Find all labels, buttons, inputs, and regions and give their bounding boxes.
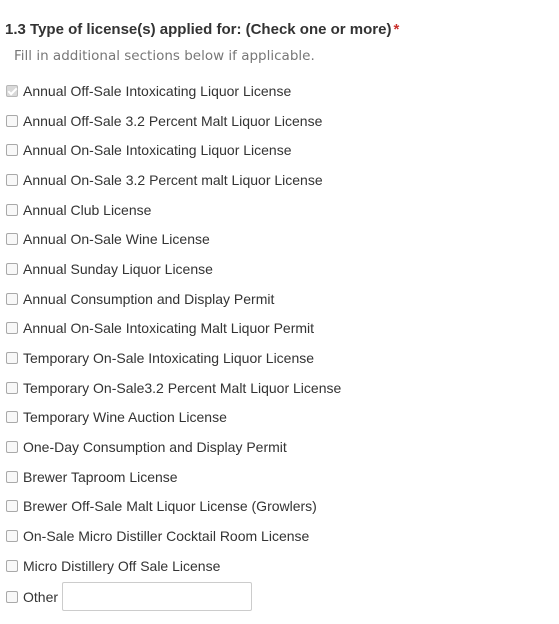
license-option[interactable] bbox=[6, 492, 546, 522]
license-option-checkbox[interactable] bbox=[6, 204, 18, 216]
license-option-label: Annual Consumption and Display Permit bbox=[23, 290, 275, 307]
required-marker: * bbox=[393, 21, 400, 38]
license-option[interactable] bbox=[6, 314, 546, 344]
license-option-label: Annual On-Sale Wine License bbox=[23, 231, 210, 248]
license-option-label: Annual Off-Sale Intoxicating Liquor License bbox=[23, 82, 292, 99]
license-option-checkbox[interactable] bbox=[6, 500, 18, 512]
license-option[interactable] bbox=[6, 462, 546, 492]
license-option[interactable] bbox=[6, 76, 546, 106]
license-option-checkbox[interactable] bbox=[6, 144, 18, 156]
license-option[interactable] bbox=[6, 224, 546, 254]
license-option[interactable] bbox=[6, 165, 546, 195]
license-option[interactable] bbox=[6, 254, 546, 284]
license-option-checkbox[interactable] bbox=[6, 85, 18, 97]
license-option-checkbox[interactable] bbox=[6, 441, 18, 453]
license-option-checkbox[interactable] bbox=[6, 560, 18, 572]
license-option-checkbox[interactable] bbox=[6, 411, 18, 423]
license-options-list bbox=[6, 76, 546, 581]
license-option-label: Temporary On-Sale3.2 Percent Malt Liquor License bbox=[23, 379, 342, 396]
other-text-input[interactable] bbox=[62, 582, 252, 611]
license-option[interactable] bbox=[6, 403, 546, 433]
help-text: Fill in additional sections below if applicable. bbox=[14, 48, 315, 64]
license-option-checkbox[interactable] bbox=[6, 174, 18, 186]
license-option[interactable] bbox=[6, 284, 546, 314]
license-option-label: Temporary Wine Auction License bbox=[23, 409, 227, 426]
license-option-checkbox[interactable] bbox=[6, 530, 18, 542]
license-option-label: Temporary On-Sale Intoxicating Liquor License bbox=[23, 350, 315, 367]
other-option[interactable] bbox=[6, 581, 252, 612]
license-option-checkbox[interactable] bbox=[6, 263, 18, 275]
license-option-label: Annual Off-Sale 3.2 Percent Malt Liquor License bbox=[23, 112, 323, 129]
license-option-label: Annual Club License bbox=[23, 201, 152, 218]
license-option-label: Annual On-Sale 3.2 Percent malt Liquor License bbox=[23, 171, 323, 188]
license-option[interactable] bbox=[6, 106, 546, 136]
license-option-label: Micro Distillery Off Sale License bbox=[23, 557, 221, 574]
license-option[interactable] bbox=[6, 373, 546, 403]
license-option-checkbox[interactable] bbox=[6, 382, 18, 394]
license-option-label: Annual On-Sale Intoxicating Malt Liquor Permit bbox=[23, 320, 315, 337]
license-option[interactable] bbox=[6, 521, 546, 551]
license-option-checkbox[interactable] bbox=[6, 352, 18, 364]
license-option[interactable] bbox=[6, 432, 546, 462]
license-option-label: Brewer Off-Sale Malt Liquor License (Growlers) bbox=[23, 498, 317, 515]
license-option-label: Annual Sunday Liquor License bbox=[23, 260, 213, 277]
license-option-label: On-Sale Micro Distiller Cocktail Room License bbox=[23, 528, 310, 545]
license-option-label: Annual On-Sale Intoxicating Liquor License bbox=[23, 142, 292, 159]
license-option-checkbox[interactable] bbox=[6, 293, 18, 305]
license-option-label: Brewer Taproom License bbox=[23, 468, 178, 485]
license-option[interactable] bbox=[6, 551, 546, 581]
license-option[interactable] bbox=[6, 135, 546, 165]
license-option-checkbox[interactable] bbox=[6, 471, 18, 483]
question-title-text: 1.3 Type of license(s) applied for: (Check one or more) bbox=[5, 21, 392, 38]
question-title bbox=[5, 21, 399, 38]
other-checkbox[interactable] bbox=[6, 591, 18, 603]
other-label: Other bbox=[23, 588, 59, 605]
license-option[interactable] bbox=[6, 195, 546, 225]
license-option[interactable] bbox=[6, 343, 546, 373]
license-option-checkbox[interactable] bbox=[6, 322, 18, 334]
license-option-label: One-Day Consumption and Display Permit bbox=[23, 439, 287, 456]
license-option-checkbox[interactable] bbox=[6, 115, 18, 127]
license-option-checkbox[interactable] bbox=[6, 233, 18, 245]
